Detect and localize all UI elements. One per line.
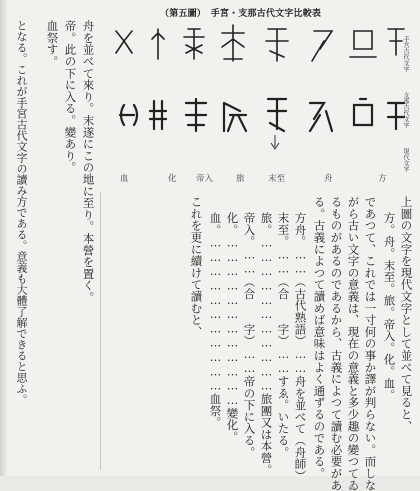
text-column-4: がら古い文字の意義は、現在の意義と多少趣の變つてゐ	[346, 196, 361, 491]
text-column-6: る。古義によつて讀めば意味はよく通ずるのである。	[312, 196, 327, 480]
text-column-13: これを更に續けて讀むと、	[189, 196, 204, 338]
teminiya-glyph-row	[116, 25, 404, 61]
row-label-modern: 現代文字	[402, 148, 409, 172]
text-column-10: 帝入。……（合 字）……帝の下に入る。	[242, 212, 257, 458]
modern-char-matsushi: 末至	[268, 174, 286, 184]
page-divider	[100, 192, 101, 470]
text-column-8: 末至。……（合 字）……すゑ。いたる。	[276, 212, 291, 458]
text-column-1: 上圖の文字を現代文字として並べて見ると、	[399, 196, 414, 432]
text-column-7: 方舟。……（古代熟語）……舟を並べて（舟師）	[293, 212, 308, 482]
text-column-11: 化。………………………………變化。	[225, 212, 240, 443]
figure-caption: （第五圖） 手宮・支那古代文字比較表	[160, 9, 322, 19]
chinese-glyph-3	[186, 99, 206, 131]
teminiya-glyph-7	[350, 31, 376, 57]
row-label-chinese: 支那古代文字	[402, 92, 409, 128]
text-column-2: 方。舟。末至。旅。帝入。化。血。	[382, 212, 397, 401]
row-label-teminiya: 手宮古代文字	[402, 36, 409, 72]
chinese-glyph-row	[120, 99, 404, 131]
modern-char-ketsu: 血	[120, 174, 129, 184]
comparison-figure	[110, 19, 408, 187]
teminiya-glyph-3	[184, 29, 204, 59]
modern-char-shu: 舟	[324, 174, 333, 184]
chinese-glyph-6	[310, 103, 332, 131]
modern-char-ho: 方	[378, 174, 387, 184]
text-column-5: るものがあるのであるから、古義によつて讀む必要があ	[329, 196, 344, 491]
chinese-glyph-4	[224, 103, 246, 131]
teminiya-glyph-4	[222, 25, 244, 61]
glyph-plate	[110, 19, 408, 187]
teminiya-glyph-1	[116, 31, 132, 53]
teminiya-glyph-6	[312, 31, 332, 61]
chinese-glyph-2	[150, 101, 166, 129]
text-column-12: 血。……………………………血祭。	[208, 212, 223, 429]
modern-char-ka: 化	[168, 174, 177, 184]
left-column-3: 血祭す。	[45, 20, 60, 68]
text-column-3: であつて、これでは一寸何の事か譯が判らない。而しな	[363, 196, 378, 491]
left-column-4: となる。これが手宮古代文字の讀み方である。意義も大體了解できると思ふ。	[15, 20, 28, 405]
teminiya-glyph-5	[266, 29, 288, 61]
teminiya-glyph-2	[152, 29, 164, 59]
chinese-glyph-5	[268, 99, 286, 131]
page-gutter-shadow	[0, 0, 8, 476]
text-column-9: 旅。……………………………旅團又は本營。	[259, 212, 274, 476]
modern-char-teinyu: 帝入	[196, 174, 214, 184]
chinese-glyph-7	[354, 99, 372, 125]
modern-char-ryo: 旅	[236, 174, 245, 184]
left-column-1: 舟を並べて來り。末遂にこの地に至り。本營を置く。	[81, 20, 96, 304]
downward-arrow	[271, 135, 279, 149]
chinese-glyph-1	[120, 105, 137, 125]
left-column-2: 帝。此の下に入る。變あり。	[63, 20, 78, 174]
